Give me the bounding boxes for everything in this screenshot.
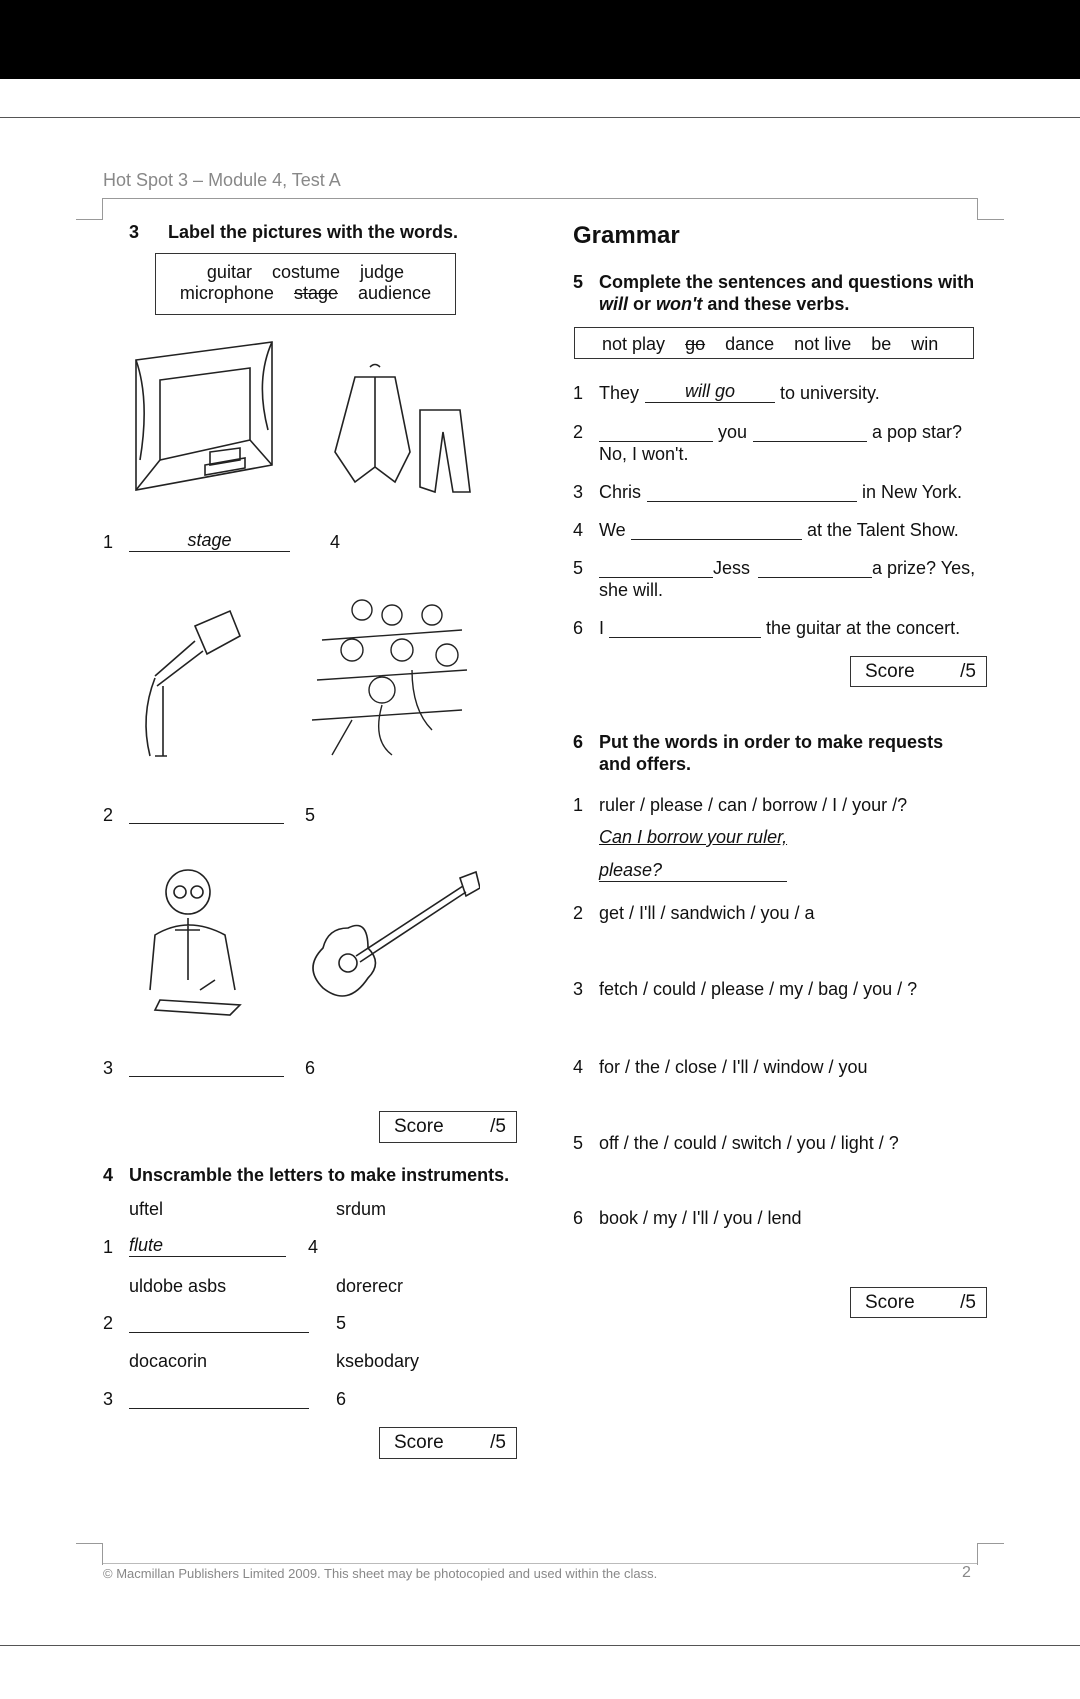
item-number: 6: [573, 618, 584, 638]
item-number: 2: [573, 422, 584, 442]
score-total: /5: [490, 1432, 506, 1453]
score-label: Score: [865, 660, 915, 682]
bottom-divider: [0, 1645, 1080, 1646]
ex3-number: 3: [129, 222, 140, 242]
answer-field[interactable]: [609, 637, 761, 638]
top-divider: [0, 117, 1080, 118]
ex6-title-line2: and offers.: [599, 754, 692, 774]
judge-picture: [130, 860, 255, 1018]
scrambled-word: uftel: [129, 1199, 164, 1219]
answer-field[interactable]: [599, 441, 713, 442]
word: guitar: [206, 262, 252, 282]
item-number: 3: [573, 482, 584, 502]
item-number: 3: [103, 1058, 114, 1078]
word-prompt: off / the / could / switch / you / light / ?: [599, 1133, 899, 1153]
score-total: /5: [490, 1116, 506, 1137]
sentence-text: We: [599, 520, 626, 540]
sentence-text: the guitar at the concert.: [766, 618, 961, 638]
word: costume: [271, 262, 340, 282]
word: microphone: [179, 283, 274, 303]
section-title: Grammar: [573, 222, 680, 249]
sentence-text: Jess: [713, 558, 751, 578]
answer-field[interactable]: [129, 1076, 284, 1077]
guitar-picture: [308, 868, 480, 1008]
score-label: Score: [394, 1116, 444, 1137]
header-rule: [103, 198, 977, 199]
item-number: 1: [103, 532, 114, 552]
footer-rule: [103, 1563, 977, 1564]
word: judge: [360, 262, 405, 282]
score-label: Score: [865, 1291, 915, 1313]
verb: not play: [602, 334, 666, 354]
sentence-text: No, I won't.: [599, 444, 689, 464]
item-number: 1: [103, 1237, 114, 1257]
page-number: 2: [962, 1564, 971, 1581]
answer-field[interactable]: flute: [129, 1235, 286, 1257]
corner-mark: [76, 1543, 103, 1565]
corner-mark: [977, 1543, 1004, 1565]
word-prompt: get / I'll / sandwich / you / a: [599, 903, 815, 923]
verb: win: [911, 334, 939, 354]
item-number: 3: [103, 1389, 114, 1409]
scrambled-word: docacorin: [129, 1351, 208, 1371]
title-wont: won't: [656, 294, 703, 314]
sentence-text: Chris: [599, 482, 642, 502]
answer-field[interactable]: [647, 501, 857, 502]
ex5-title-line2: [599, 294, 849, 315]
item-number: 4: [573, 1057, 584, 1077]
item-number: 1: [573, 383, 584, 403]
answer-text: Can I borrow your ruler,: [599, 827, 788, 847]
answer-field[interactable]: [129, 1332, 309, 1333]
sentence-text: she will.: [599, 580, 664, 600]
sentence-text: I: [599, 618, 605, 638]
item-number: 1: [573, 795, 584, 815]
answer-field[interactable]: stage: [129, 530, 290, 552]
score-box: [379, 1427, 517, 1459]
top-black-bar: [0, 0, 1080, 79]
scrambled-word: srdum: [336, 1199, 387, 1219]
item-number: 6: [305, 1058, 316, 1078]
score-box: [850, 1287, 987, 1318]
title-rest: and these verbs.: [707, 294, 850, 314]
verb-crossed: go: [685, 334, 706, 354]
answer-field[interactable]: [129, 1408, 309, 1409]
copyright: © Macmillan Publishers Limited 2009. This sheet may be photocopied and used within the class.: [103, 1566, 658, 1581]
scrambled-word: dorerecr: [336, 1276, 404, 1296]
item-number: 5: [336, 1313, 347, 1333]
answer-field[interactable]: please?: [599, 860, 787, 882]
word-box: [155, 253, 456, 315]
word-prompt: fetch / could / please / my / bag / you / ?: [599, 979, 918, 999]
word-prompt: ruler / please / can / borrow / I / your /?: [599, 795, 908, 815]
item-number: 2: [573, 903, 584, 923]
sentence-text: to university.: [780, 383, 880, 403]
score-box: [379, 1111, 517, 1143]
score-box: [850, 656, 987, 687]
word: audience: [358, 283, 432, 303]
item-number: 4: [330, 532, 341, 552]
sentence-text: you: [718, 422, 748, 442]
ex5-number: 5: [573, 272, 584, 292]
item-number: 2: [103, 1313, 114, 1333]
scrambled-word: ksebodary: [336, 1351, 420, 1371]
item-number: 4: [308, 1237, 319, 1257]
corner-mark: [977, 198, 1004, 220]
verb: be: [871, 334, 892, 354]
score-total: /5: [960, 660, 976, 682]
sentence-text: at the Talent Show.: [807, 520, 959, 540]
answer-field[interactable]: [599, 577, 713, 578]
item-number: 5: [573, 558, 584, 578]
ex5-title: Complete the sentences and questions with: [599, 272, 975, 292]
title-or: or: [633, 294, 652, 314]
sentence-text: in New York.: [862, 482, 963, 502]
ex3-title: Label the pictures with the words.: [168, 222, 459, 242]
scrambled-word: uldobe asbs: [129, 1276, 227, 1296]
score-total: /5: [960, 1291, 976, 1313]
item-number: 6: [573, 1208, 584, 1228]
title-will: will: [599, 294, 629, 314]
item-number: 6: [336, 1389, 347, 1409]
verb: not live: [794, 334, 852, 354]
corner-mark: [76, 198, 103, 220]
verb: dance: [725, 334, 775, 354]
ex4-number: 4: [103, 1165, 114, 1185]
answer-field[interactable]: [129, 823, 284, 824]
ex4-title: Unscramble the letters to make instruments.: [129, 1165, 510, 1185]
page-header: Hot Spot 3 – Module 4, Test A: [103, 170, 341, 190]
verb-box: [574, 327, 974, 359]
item-number: 4: [573, 520, 584, 540]
item-number: 5: [573, 1133, 584, 1153]
ex6-title: Put the words in order to make requests: [599, 732, 944, 752]
audience-picture: [312, 590, 472, 758]
answer-field[interactable]: [631, 539, 802, 540]
stage-picture: [130, 340, 278, 495]
sentence-text: a pop star?: [872, 422, 963, 442]
item-number: 5: [305, 805, 316, 825]
word-crossed: stage: [293, 283, 339, 303]
item-number: 2: [103, 805, 114, 825]
costume-picture: [325, 362, 475, 497]
sentence-text: They: [599, 383, 640, 403]
word-prompt: for / the / close / I'll / window / you: [599, 1057, 868, 1077]
answer-field[interactable]: will go: [645, 381, 775, 403]
word-prompt: book / my / I'll / you / lend: [599, 1208, 802, 1228]
answer-field[interactable]: [758, 577, 872, 578]
sentence-text: a prize? Yes,: [872, 558, 976, 578]
item-number: 3: [573, 979, 584, 999]
microphone-picture: [135, 606, 245, 758]
answer-field[interactable]: [753, 441, 867, 442]
ex6-number: 6: [573, 732, 584, 752]
score-label: Score: [394, 1432, 444, 1453]
